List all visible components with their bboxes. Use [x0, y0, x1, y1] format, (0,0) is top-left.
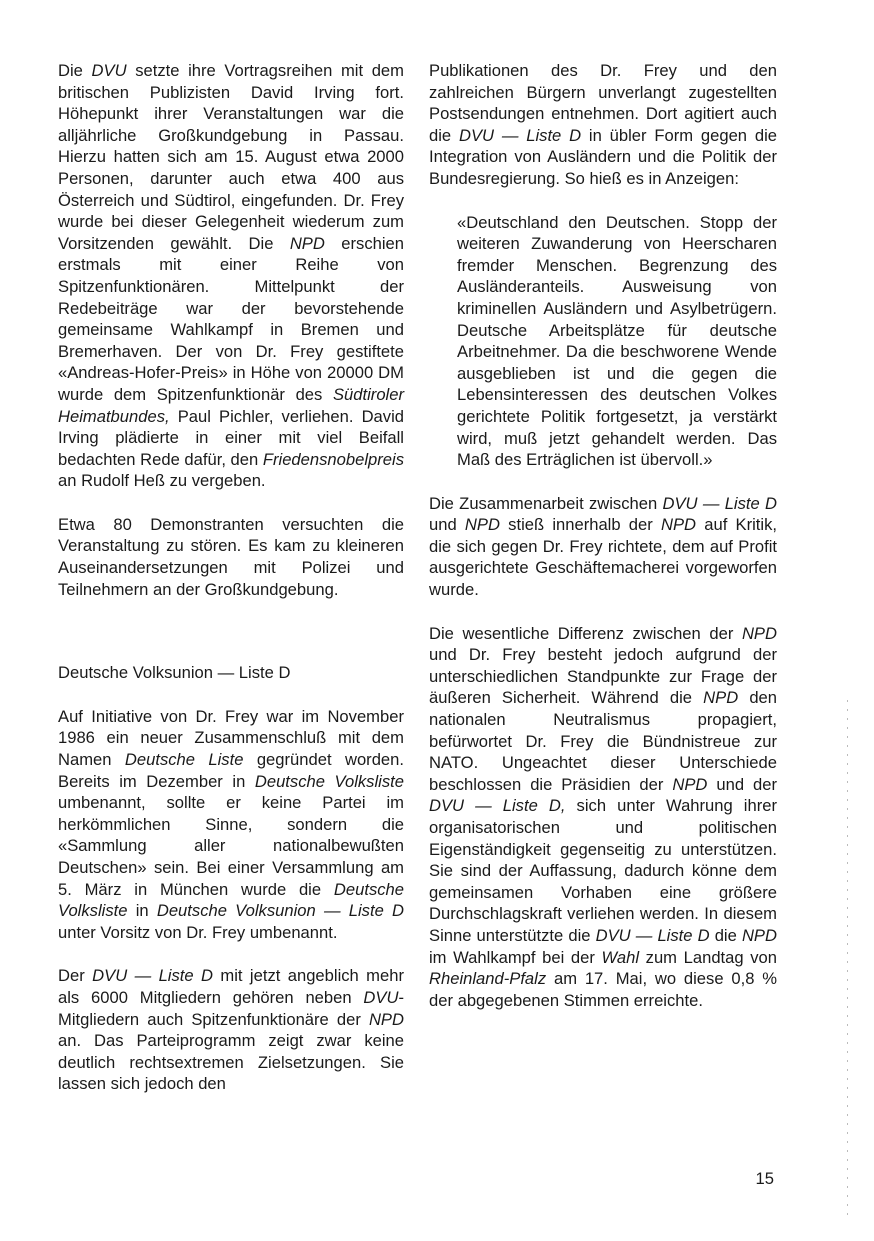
text-run: an Rudolf Heß zu vergeben. [58, 471, 266, 491]
italic-run: Deutsche Volksunion — Liste D [156, 901, 405, 921]
text-run: gegründet worden. Bereits im Dezember in [58, 750, 404, 791]
text-run: umbenannt, sollte er keine Partei im herkömmlichen Sinne, sondern die «Sammlung aller nationalbewußten Deutschen» sein. Bei einer Versammlung am 5. März in München wurde die [58, 793, 404, 899]
italic-run: Deutsche Volksliste [58, 879, 404, 921]
paragraph-differences [429, 623, 777, 1012]
text-run: und Dr. Frey besteht jedoch aufgrund der unterschiedlichen Standpunkte zur Frage der äußeren Sicherheit. Während die [429, 645, 777, 708]
text-run: Die wesentliche Differenz zwischen der [429, 623, 742, 643]
text-run: und der [707, 774, 777, 794]
italic-run: DVU — Liste D, [429, 796, 566, 816]
text-run: Auf Initiative von Dr. Frey war im November 1986 ein neuer Zusammenschluß mit dem Namen [58, 706, 404, 770]
text-run: stieß innerhalb der [499, 515, 661, 535]
italic-run: DVU — Liste D [662, 493, 778, 513]
italic-run: Friedensnobelpreis [262, 449, 404, 469]
italic-run: DVU [363, 987, 399, 1007]
text-run: am 17. Mai, wo diese 0,8 % der abgegebenen Stimmen erreichte. [429, 969, 777, 1010]
text-run: Publikationen des Dr. Frey und den zahlreichen Bürgern unverlangt zugestellten Postsendungen entnehmen. Dort agitiert auch die [429, 61, 777, 145]
text-run: an. Das Parteiprogramm zeigt zwar keine deutlich rechtsextremen Zielsetzungen. Sie lassen sich jedoch den [58, 1031, 404, 1094]
paragraph-publications [429, 60, 777, 190]
italic-run: Deutsche Volksliste [254, 771, 404, 791]
text-run: Die Zusammenarbeit zwischen [429, 493, 663, 513]
italic-run: Deutsche Liste [124, 750, 244, 770]
page-number: 15 [755, 1169, 774, 1188]
italic-run: Wahl [601, 947, 640, 967]
paragraph-demonstrators [58, 514, 404, 600]
scan-edge-artifact [847, 700, 848, 1220]
paragraph-passau-rally [58, 60, 404, 492]
italic-run: Rheinland-Pfalz [429, 969, 547, 989]
italic-run: NPD [661, 515, 697, 535]
italic-run: DVU — Liste D [92, 966, 213, 986]
italic-run: Südtiroler Heimatbundes, [58, 384, 404, 426]
text-run: «Deutschland den Deutschen. Stopp der weiteren Zuwanderung von Heerscharen fremder Menschen. Begrenzung des Ausländeranteils. Ausweisung von kriminellen Ausländern und Asylbetrügern. Deutsche Arbeitsplätze für deutsche Arbeitnehmer. Da die beschworene Wende ausgeblieben ist und die gegen die Lebensinteressen des deutschen Volkes gerichtete Politik fortgesetzt, ja verstärkt wird, muß jetzt gehandelt werden. Das Maß des Erträglichen ist übervoll.» [457, 212, 777, 470]
italic-run: NPD [289, 233, 325, 253]
text-run: Etwa 80 Demonstranten versuchten die Veranstaltung zu stören. Es kam zu kleineren Auseinandersetzungen mit Polizei und Teilnehmern an der Großkundgebung. [58, 514, 404, 599]
text-run: und [429, 515, 465, 535]
italic-run: DVU — Liste D [458, 125, 582, 145]
italic-run: NPD [368, 1009, 404, 1029]
italic-run: NPD [672, 774, 708, 794]
text-run: die [709, 925, 742, 945]
paragraph-deutsche-liste [58, 706, 404, 944]
text-run: Die [58, 61, 92, 80]
text-run: setzte ihre Vortragsreihen mit dem britischen Publizisten David Irving fort. Höhepunkt ihrer Veranstaltungen war die alljährliche Großkundgebung in Passau. Hierzu hatten sich am 15. August etwa 2000 Personen, darunter auch etwa 400 aus Österreich und Südtirol, eingefunden. Dr. Frey wurde bei dieser Gelegenheit wiederum zum Vorsitzenden gewählt. Die [58, 61, 404, 253]
text-run: in übler Form gegen die Integration von Ausländern und die Politik der Bundesregierung. So hieß es in Anzeigen: [429, 125, 777, 188]
section-heading: Deutsche Volksunion — Liste D [58, 663, 291, 683]
text-run: -Mitgliedern auch Spitzenfunktionäre der [58, 987, 404, 1029]
paragraph-cooperation [429, 493, 777, 601]
italic-run: DVU — Liste D [595, 925, 710, 945]
text-run: sich unter Wahrung ihrer organisatorischen und politischen Eigenständigkeit gegenseitig zu unterstützen. Sie sind der Auffassung, dadurch könne dem gemeinsamen Vorhaben eine größere Durchschlagskraft verliehen werden. In diesem Sinne unterstützte die [429, 796, 777, 945]
text-run: unter Vorsitz von Dr. Frey umbenannt. [58, 922, 338, 942]
italic-run: NPD [741, 925, 777, 945]
text-run: den nationalen Neutralismus propagiert, befürwortet Dr. Frey die Bündnistreue zur NATO. Ungeachtet dieser Unterschiede beschlossen die Präsidien der [429, 688, 778, 794]
text-run: zum Landtag von [639, 947, 777, 967]
text-run: erschien erstmals mit einer Reihe von Spitzenfunktionären. Mittelpunkt der Redebeiträge war der bevorstehende gemeinsame Wahlkampf in Bremen und Bremerhaven. Der von Dr. Frey gestiftete «Andreas-Hofer-Preis» in Höhe von 20000 DM wurde dem Spitzenfunktionär des [58, 233, 404, 404]
italic-run: DVU [91, 61, 127, 80]
italic-run: NPD [703, 688, 739, 708]
text-run: Der [58, 966, 93, 986]
right-column [429, 60, 777, 1011]
text-run: auf Kritik, die sich gegen Dr. Frey richtete, dem auf Profit ausgerichtete Geschäftemacherei vorgeworfen wurde. [429, 515, 778, 600]
left-column [58, 60, 404, 1095]
text-run: Paul Pichler, verliehen. David Irving plädierte in einer mit viel Beifall bedachten Rede dafür, den [58, 406, 404, 469]
block-quote-advertisement [457, 212, 777, 471]
text-run: in [127, 901, 157, 921]
text-run: mit jetzt angeblich mehr als 6000 Mitgliedern gehören neben [58, 966, 404, 1007]
text-run: im Wahlkampf bei der [429, 947, 602, 967]
paragraph-membership [58, 965, 404, 1095]
italic-run: NPD [741, 623, 777, 643]
italic-run: NPD [464, 515, 500, 535]
